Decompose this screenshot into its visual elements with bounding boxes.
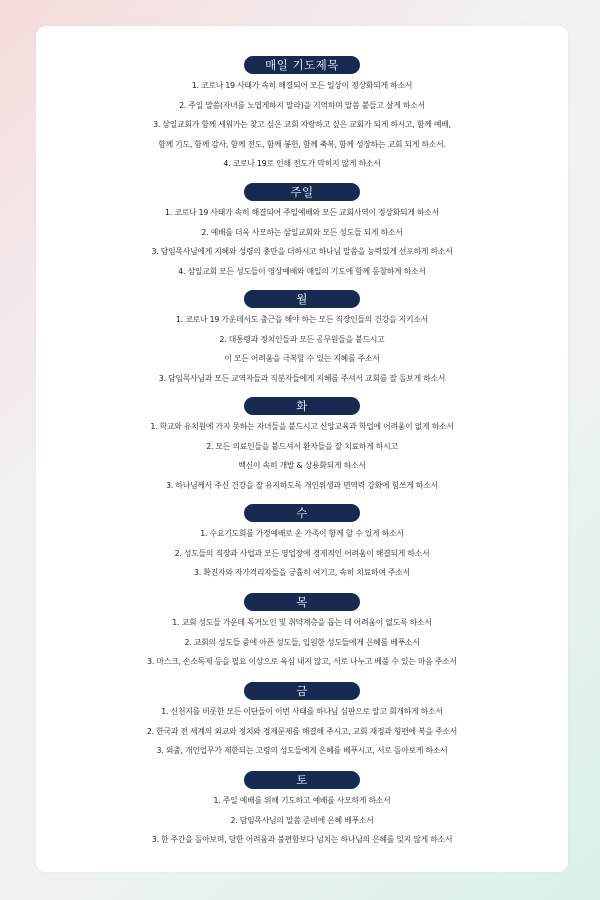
section-title-daily: 매일 기도제목 [244,56,360,74]
prayer-line: 3. 외출, 개인업무가 제한되는 고령의 성도들에게 은혜를 베푸시고, 서로 돌아보게 하소서 [156,746,448,756]
prayer-line: 2. 성도들의 직장과 사업과 모든 영업장에 경제적인 어려움이 해결되게 하소서 [174,548,430,558]
section-daily [36,54,568,174]
section-title-tuesday: 화 [244,397,360,415]
prayer-line: 2. 담임목사님의 말씀 준비에 은혜 베푸소서 [230,815,374,825]
prayer-line: 3. 담임목사님과 모든 교역자들과 직분자들에게 지혜를 주셔서 교회를 잘 돌보게 하소서 [158,373,446,383]
prayer-line: 4. 삼일교회 모든 성도들이 영상예배와 매일의 기도에 함께 동참하게 하소서 [178,266,426,276]
prayer-line: 3. 확진자와 자가격리자들을 긍휼히 여기고, 속히 치료하여 주소서 [194,568,410,578]
prayer-line: 1. 학교와 유치원에 가지 못하는 자녀들을 붙드시고 신앙교육과 학업에 어려움이 없게 하소서 [150,422,454,431]
prayer-line: 1. 신천지를 비롯한 모든 이단들이 이번 사태를 하나님 심판으로 알고 회개하게 하소서 [161,707,443,716]
prayer-line: 함께 기도, 함께 감사, 함께 전도, 함께 봉헌, 함께 축복, 함께 성장하는 교회 되게 하소서. [158,139,446,149]
prayer-line: 3. 한 주간을 돌아보며, 당한 어려움과 불편함보다 넘치는 하나님의 은혜를 잊지 않게 하소서 [151,835,453,845]
section-sunday [36,181,568,281]
prayer-line: 2. 모든 의료인들을 붙드셔서 환자들을 잘 치료하게 하시고 [206,441,398,451]
prayer-line: 2. 교회의 성도들 중에 아픈 성도들, 입원한 성도들에게 은혜를 베푸소서 [184,637,420,647]
section-thursday [36,591,568,672]
section-friday [36,680,568,761]
section-monday [36,288,568,388]
prayer-line: 2. 예배를 더욱 사모하는 삼일교회와 모든 성도들 되게 하소서 [201,227,403,237]
prayer-line: 1. 교회 성도들 가운데 독거노인 및 취약계층을 돕는 데 어려움이 없도록 하소서 [172,618,432,627]
prayer-line: 이 모든 어려움을 극복할 수 있는 지혜를 주소서 [224,354,380,364]
prayer-line: 3. 하나님께서 주신 건강을 잘 유지하도록 개인위생과 면역력 강화에 힘쓰게 하소서 [166,480,438,490]
section-title-sunday: 주일 [244,183,360,201]
prayer-line: 1. 수요기도회를 가정예배로 온 가족이 함께 할 수 있게 하소서 [200,529,404,538]
prayer-list-card [36,26,568,872]
prayer-line: 3. 담임목사님에게 지혜와 성령의 충만을 더하시고 하나님 말씀을 능력있게 선포하게 하소서 [151,247,453,257]
prayer-line: 1. 코로나 19 사태가 속히 해결되어 모든 일상이 정상화되게 하소서 [191,81,413,90]
section-title-wednesday: 수 [244,504,360,522]
prayer-line: 1. 코로나 19 사태가 속히 해결되어 주일예배와 모든 교회사역이 정상화되게 하소서 [165,208,439,217]
prayer-line: 2. 한국과 전 세계의 외교와 정치와 경제문제를 해결해 주시고, 교회 재정과 형편에 복을 주소서 [146,726,458,736]
section-title-thursday: 목 [244,593,360,611]
prayer-line: 백신이 속히 개발 & 상용화되게 하소서 [238,461,366,471]
prayer-line: 3. 삼일교회가 함께 세워가는 찾고 싶은 교회 자랑하고 싶은 교회가 되게 하시고, 함께 예배, [153,120,451,130]
prayer-line: 3. 마스크, 손소독제 등을 필요 이상으로 욕심 내지 않고, 서로 나누고 베풀 수 있는 마음 주소서 [147,657,457,667]
section-saturday [36,769,568,850]
prayer-line: 1. 주일 예배를 위해 기도하고 예배를 사모하게 하소서 [213,796,391,805]
prayer-line: 4. 코로나 19로 인해 전도가 막히지 않게 하소서 [223,159,381,169]
section-title-saturday: 토 [244,771,360,789]
section-wednesday [36,502,568,583]
prayer-line: 2. 주일 말씀(자녀를 노엽게하지 말라)을 기억하며 말씀 붙들고 살게 하소서 [179,100,425,110]
section-tuesday [36,395,568,495]
prayer-line: 1. 코로나 19 가운데서도 출근을 해야 하는 모든 직장인들의 건강을 지키소서 [176,315,428,324]
prayer-line: 2. 대통령과 정치인들과 모든 공무원들을 붙드시고 [219,334,385,344]
section-title-monday: 월 [244,290,360,308]
section-title-friday: 금 [244,682,360,700]
